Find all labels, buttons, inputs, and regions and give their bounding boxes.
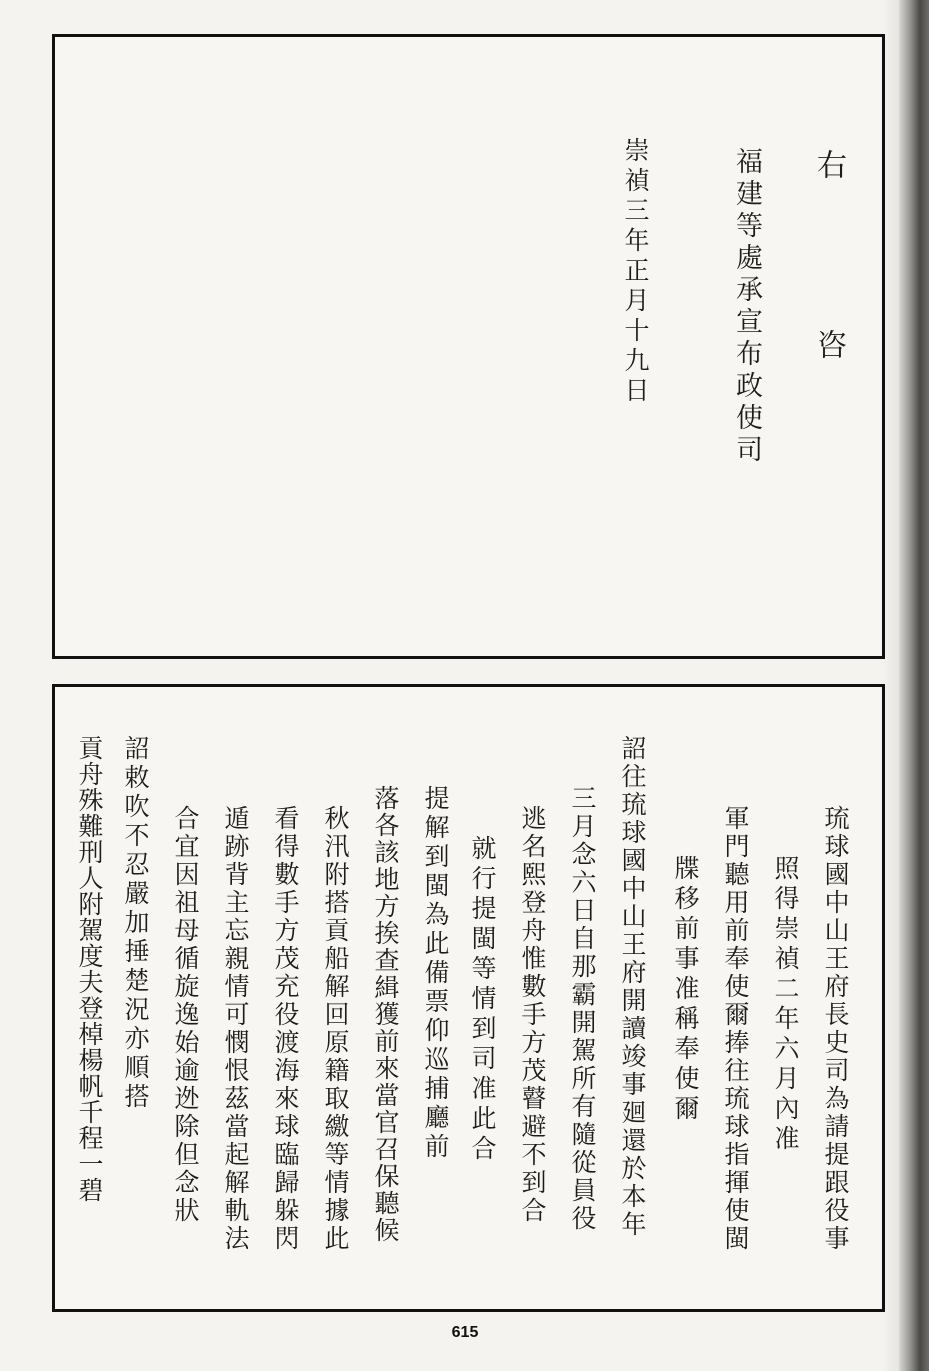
top-line-2: 福建等處承宣布政使司 bbox=[731, 147, 762, 467]
bottom-line-8: 就行提閩等情到司准此合 bbox=[468, 835, 497, 1165]
bottom-line-15: 詔敕吹不忍嚴加捶楚況亦順搭 bbox=[121, 735, 150, 1112]
top-line-3: 崇禎三年正月十九日 bbox=[621, 137, 650, 407]
bottom-line-7: 逃名熙登舟惟數手方茂瞽避不到合 bbox=[518, 805, 547, 1225]
page-number: 615 bbox=[451, 1324, 479, 1341]
bottom-line-6: 三月念六日自那霸開駕所有隨從員役 bbox=[568, 785, 597, 1233]
bottom-line-12: 看得數手方茂充役渡海來球臨歸躲閃 bbox=[271, 805, 300, 1253]
bottom-line-4: 牒移前事准稱奉使爾 bbox=[671, 855, 700, 1125]
bottom-document-frame bbox=[52, 684, 885, 1312]
bottom-line-16: 貢舟殊難刑人附駕度夫登棹楊帆千程一碧 bbox=[75, 735, 104, 1203]
top-line-1: 右 咨 bbox=[811, 149, 846, 365]
bottom-line-1: 琉球國中山王府長史司為請提跟役事 bbox=[821, 805, 850, 1253]
bottom-line-13: 遁跡背主忘親情可憫恨茲當起解軌法 bbox=[221, 805, 250, 1253]
bottom-line-2: 照得崇禎二年六月內准 bbox=[771, 855, 800, 1155]
bottom-line-3: 軍門聽用前奉使爾捧往琉球指揮使閩 bbox=[721, 805, 750, 1253]
bottom-line-14: 合宜因祖母循旋逸始逾迯除但念狀 bbox=[171, 805, 200, 1225]
bottom-line-10: 落各該地方挨查緝獲前來當官召保聽候 bbox=[371, 785, 400, 1244]
book-binding-shadow bbox=[899, 0, 929, 1371]
bottom-line-9: 提解到閩為此備票仰巡捕廳前 bbox=[421, 785, 450, 1162]
bottom-line-11: 秋汛附搭貢船解回原籍取繳等情據此 bbox=[321, 805, 350, 1253]
bottom-line-5: 詔往琉球國中山王府開讀竣事廻還於本年 bbox=[618, 735, 647, 1239]
binding-gap bbox=[883, 0, 899, 1371]
top-document-frame bbox=[52, 34, 885, 659]
